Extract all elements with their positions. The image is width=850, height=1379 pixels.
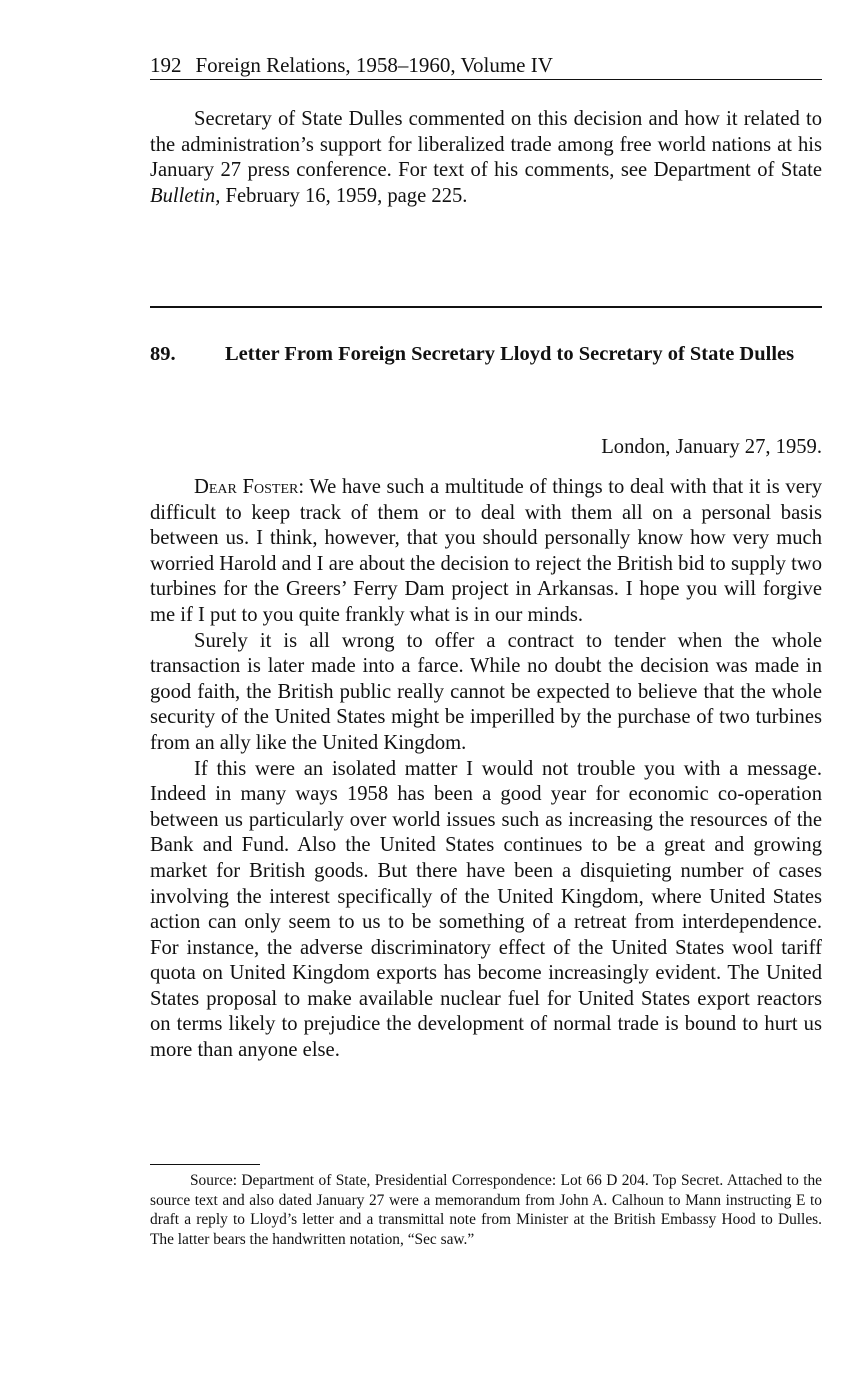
running-head — [150, 52, 822, 80]
page-number: 192 — [150, 53, 182, 77]
source-footnote: Source: Department of State, Presidential Correspondence: Lot 66 D 204. Top Secret. Attached to the source text and also dated January 27 were a memorandum from John A. Calhoun to Mann instructing E to draft a reply to Lloyd’s letter and a transmittal note from Minister at the British Embassy Hood to Dulles. The latter bears the handwritten notation, “Sec saw.” — [150, 1172, 822, 1248]
letter-paragraph — [150, 475, 822, 629]
volume-title: Foreign Relations, 1958–1960, Volume IV — [195, 53, 553, 77]
footnote-divider — [150, 1164, 260, 1165]
salutation: Dear Foster: — [194, 476, 305, 498]
intro-paragraph — [150, 107, 822, 209]
intro-text: Secretary of State Dulles commented on this decision and how it related to the administration’s support for liberalized trade among free world nations at his January 27 press conference. For text of his comments, see Department of State — [150, 108, 822, 182]
dateline: London, January 27, 1959. — [601, 436, 822, 458]
bulletin-title: Bulletin, — [150, 184, 221, 207]
paragraph-text: We have such a multitude of things to deal with that it is very difficult to keep track of them or to deal with them all on a personal basis between us. I think, however, that you should personally know how very much worried Harold and I are about the decision to reject the British bid to supply two turbines for the Greers’ Ferry Dam project in Arkansas. I hope you will forgive me if I put to you quite frankly what is in our minds. — [150, 476, 822, 626]
document-number: 89. — [150, 343, 176, 365]
document-heading — [150, 342, 822, 367]
document-title: Letter From Foreign Secretary Lloyd to Secretary of State Dulles — [225, 343, 795, 365]
intro-text-end: February 16, 1959, page 225. — [220, 184, 468, 207]
letter-paragraph: If this were an isolated matter I would not trouble you with a message. Indeed in many ways 1958 has been a good year for economic co-operation between us particularly over world issues such as increasing the resources of the Bank and Fund. Also the United States continues to be a great and growing market for British goods. But there have been a disquieting number of cases involving the interest specifically of the United Kingdom, where United States action can only seem to us to be something of a retreat from interdependence. For instance, the adverse discriminatory effect of the United States wool tariff quota on United Kingdom exports has become increasingly evident. The United States proposal to make available nuclear fuel for United States export reactors on terms likely to prejudice the development of normal trade is bound to hurt us more than anyone else. — [150, 757, 822, 1062]
letter-body — [150, 475, 822, 1064]
section-divider — [150, 306, 822, 308]
letter-paragraph: Surely it is all wrong to offer a contract to tender when the whole transaction is later made into a farce. While no doubt the decision was made in good faith, the British public really cannot be expected to believe that the whole security of the United States might be imperilled by the purchase of two turbines from an ally like the United Kingdom. — [150, 629, 822, 754]
